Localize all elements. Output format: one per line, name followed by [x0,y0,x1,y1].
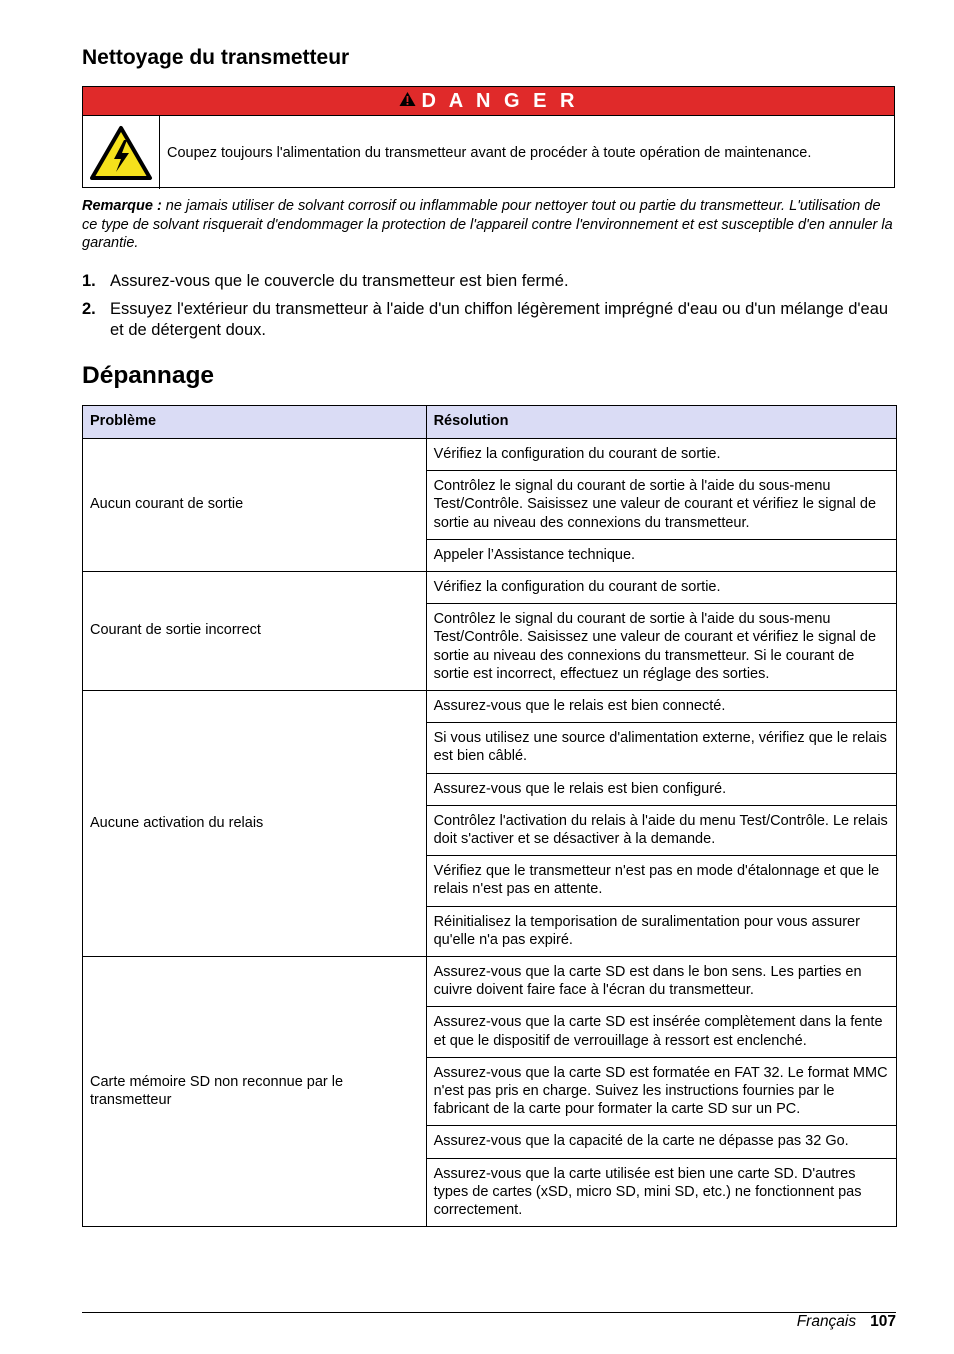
footer-language: Français [796,1313,857,1330]
resolution-cell: Assurez-vous que la capacité de la carte ne dépasse pas 32 Go. [426,1126,896,1158]
electrical-hazard-icon [83,116,160,189]
table-header-row [83,406,897,439]
danger-box [82,86,895,188]
step-text: Assurez-vous que le couvercle du transmetteur est bien fermé. [110,272,569,290]
cleaning-steps [82,271,896,348]
section-title: Nettoyage du transmetteur [82,46,350,69]
table-row [83,957,897,1007]
note [82,197,896,253]
step-text: Essuyez l'extérieur du transmetteur à l'aide d'un chiffon légèrement imprégné d'eau ou d'un mélange d'eau et de détergent doux. [110,299,889,339]
resolution-cell: Vérifiez que le transmetteur n'est pas en mode d'étalonnage et que le relais n'est pas en attente. [426,856,896,906]
step-number: 2. [82,299,96,318]
list-item [82,299,896,342]
resolution-cell: Contrôlez l'activation du relais à l'aide du menu Test/Contrôle. Le relais doit s'activer et se désactiver à la demande. [426,805,896,855]
resolution-cell: Assurez-vous que le relais est bien configuré. [426,773,896,805]
warning-triangle-icon [399,91,416,112]
resolution-cell: Assurez-vous que la carte SD est insérée complètement dans la fente et que le dispositif de verrouillage à ressort est enclenché. [426,1007,896,1057]
troubleshooting-title: Dépannage [82,362,215,389]
note-label: Remarque : [82,198,162,214]
resolution-cell: Contrôlez le signal du courant de sortie à l'aide du sous-menu Test/Contrôle. Saisissez une valeur de courant et vérifiez le signal de sortie au niveau des connexions du transmetteur. Si le courant de sortie est incorrect, effectuez un réglage des sorties. [426,604,896,691]
column-header-resolution: Résolution [426,406,896,439]
troubleshooting-table [82,405,897,1227]
problem-cell: Courant de sortie incorrect [83,572,427,691]
page-footer [797,1313,896,1331]
problem-cell: Aucune activation du relais [83,691,427,957]
table-row [83,439,897,471]
page-number: 107 [870,1313,896,1330]
list-item [82,271,896,293]
table-row [83,572,897,604]
step-number: 1. [82,272,96,290]
danger-message: Coupez toujours l'alimentation du transmetteur avant de procéder à toute opération de maintenance. [167,144,812,161]
problem-cell: Carte mémoire SD non reconnue par le transmetteur [83,957,427,1227]
column-header-problem: Problème [83,406,427,439]
problem-cell: Aucun courant de sortie [83,439,427,572]
resolution-cell: Assurez-vous que la carte SD est formatée en FAT 32. Le format MMC n'est pas pris en charge. Suivez les instructions fournies par le fabricant de la carte pour formater la carte SD sur un PC. [426,1057,896,1126]
resolution-cell: Si vous utilisez une source d'alimentation externe, vérifiez que le relais est bien câblé. [426,723,896,773]
resolution-cell: Vérifiez la configuration du courant de sortie. [426,572,896,604]
resolution-cell: Assurez-vous que la carte SD est dans le bon sens. Les parties en cuivre doivent faire face à l'écran du transmetteur. [426,957,896,1007]
resolution-cell: Contrôlez le signal du courant de sortie à l'aide du sous-menu Test/Contrôle. Saisissez une valeur de courant et vérifiez le signal de sortie au niveau des connexions du transmetteur. [426,471,896,540]
danger-label: D A N G E R [421,89,579,112]
note-text: ne jamais utiliser de solvant corrosif ou inflammable pour nettoyer tout ou partie du transmetteur. L'utilisation de ce type de solvant risquerait d'endommager la protection de l'appareil contre l'environnement et est susceptible d'en annuler la garantie. [82,198,893,251]
resolution-cell: Réinitialisez la temporisation de suralimentation pour vous assurer qu'elle n'a pas expiré. [426,906,896,956]
footer-divider [82,1312,896,1313]
table-row [83,691,897,723]
resolution-cell: Appeler l’Assistance technique. [426,539,896,571]
resolution-cell: Assurez-vous que le relais est bien connecté. [426,691,896,723]
resolution-cell: Assurez-vous que la carte utilisée est bien une carte SD. D'autres types de cartes (xSD, micro SD, mini SD, etc.) ne fonctionnent pas correctement. [426,1158,896,1227]
danger-header [83,87,894,116]
resolution-cell: Vérifiez la configuration du courant de sortie. [426,439,896,471]
